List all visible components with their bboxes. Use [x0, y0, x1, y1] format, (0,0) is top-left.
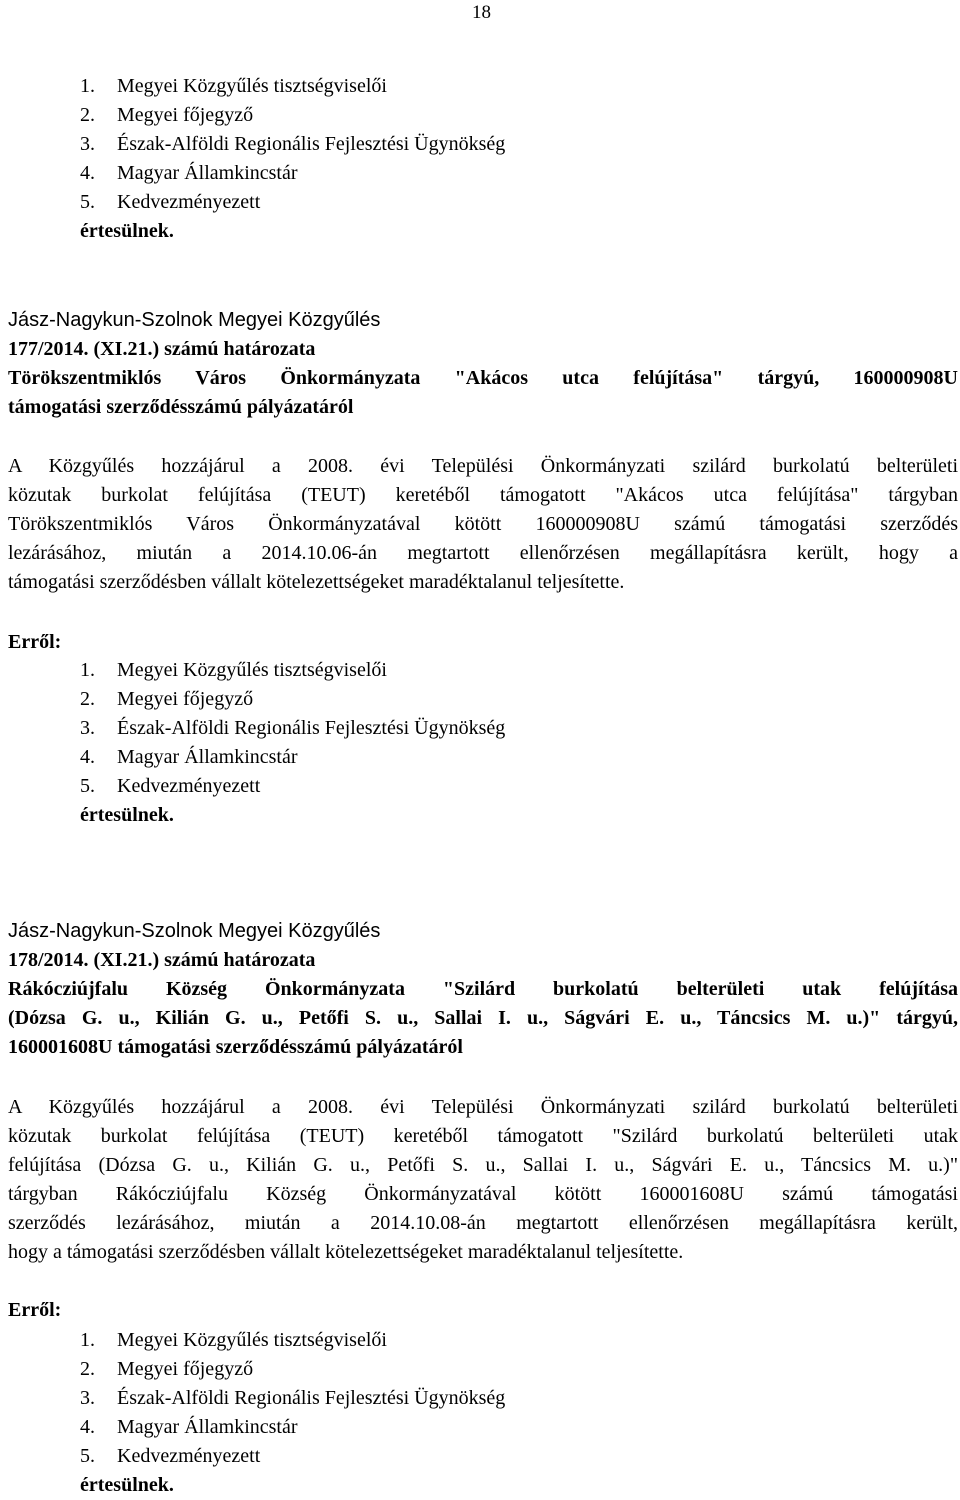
body-line: Törökszentmiklós Város Önkormányzatával kötött 160000908U számú támogatási szerződés: [8, 513, 958, 535]
issuing-body: Jász-Nagykun-Szolnok Megyei Közgyűlés: [8, 920, 381, 942]
list-item: 4. Magyar Államkincstár: [80, 1416, 298, 1438]
list-item: 2. Megyei főjegyző: [80, 688, 254, 710]
body-line: szerződés lezárásához, miután a 2014.10.08-án megtartott ellenőrzésen megállapításra került,: [8, 1212, 958, 1234]
list-item: 2. Megyei főjegyző: [80, 104, 254, 126]
distribution-list-1: [80, 72, 505, 246]
body-line: közutak burkolat felújítása (TEUT) keretéből támogatott "Akácos utca felújítása" tárgyban: [8, 484, 958, 506]
list-item: 4. Magyar Államkincstár: [80, 746, 298, 768]
list-item: 4. Magyar Államkincstár: [80, 162, 298, 184]
body-line: felújítása (Dózsa G. u., Kilián G. u., Petőfi S. u., Sallai I. u., Ságvári E. u., Táncsics M. u.)": [8, 1154, 958, 1176]
resolution-177: [8, 306, 958, 422]
resolution-title-line: 160001608U támogatási szerződésszámú pályázatáról: [8, 1036, 463, 1058]
body-line: közutak burkolat felújítása (TEUT) keretéből támogatott "Szilárd burkolatú belterületi utak: [8, 1125, 958, 1147]
distribution-list-3: [80, 1326, 505, 1500]
list-item: 5. Kedvezményezett: [80, 191, 261, 213]
list-item: 1. Megyei Közgyűlés tisztségviselői: [80, 1329, 387, 1351]
issuing-body: Jász-Nagykun-Szolnok Megyei Közgyűlés: [8, 309, 381, 331]
body-line: támogatási szerződésben vállalt kötelezettségeket maradéktalanul teljesítette.: [8, 571, 625, 593]
body-line: hogy a támogatási szerződésben vállalt kötelezettségeket maradéktalanul teljesítette.: [8, 1241, 684, 1263]
body-line: lezárásához, miután a 2014.10.06-án megtartott ellenőrzésen megállapításra került, hogy a: [8, 542, 958, 564]
resolution-178: [8, 917, 958, 1062]
closing-text: értesülnek.: [80, 220, 174, 242]
body-line: tárgyban Rákócziújfalu Község Önkormányzatával kötött 160001608U számú támogatási: [8, 1183, 958, 1205]
body-line: A Közgyűlés hozzájárul a 2008. évi Települési Önkormányzati szilárd burkolatú belterületi: [8, 1096, 958, 1118]
resolution-177-body: [8, 452, 958, 597]
list-item: 5. Kedvezményezett: [80, 775, 261, 797]
page-number: 18: [472, 2, 491, 23]
resolution-title-line: támogatási szerződésszámú pályázatáról: [8, 396, 354, 418]
list-item: 2. Megyei főjegyző: [80, 1358, 254, 1380]
list-item: 1. Megyei Közgyűlés tisztségviselői: [80, 659, 387, 681]
body-line: A Közgyűlés hozzájárul a 2008. évi Települési Önkormányzati szilárd burkolatú belterületi: [8, 455, 958, 477]
errol-label: Erről:: [8, 631, 62, 653]
closing-text: értesülnek.: [80, 1474, 174, 1496]
resolution-title-line: Törökszentmiklós Város Önkormányzata "Akácos utca felújítása" tárgyú, 160000908U: [8, 367, 958, 389]
resolution-number: 177/2014. (XI.21.) számú határozata: [8, 338, 316, 360]
resolution-number: 178/2014. (XI.21.) számú határozata: [8, 949, 316, 971]
list-item: 5. Kedvezményezett: [80, 1445, 261, 1467]
resolution-178-body: [8, 1093, 958, 1267]
distribution-list-2: [80, 656, 505, 830]
errol-label: Erről:: [8, 1299, 62, 1321]
list-item: 3. Észak-Alföldi Regionális Fejlesztési Ügynökség: [80, 133, 506, 155]
list-item: 3. Észak-Alföldi Regionális Fejlesztési Ügynökség: [80, 717, 506, 739]
resolution-title-line: (Dózsa G. u., Kilián G. u., Petőfi S. u., Sallai I. u., Ságvári E. u., Táncsics M. u.)" tárgyú,: [8, 1007, 958, 1029]
list-item: 3. Észak-Alföldi Regionális Fejlesztési Ügynökség: [80, 1387, 506, 1409]
resolution-title-line: Rákócziújfalu Község Önkormányzata "Szilárd burkolatú belterületi utak felújítása: [8, 978, 958, 1000]
list-item: 1. Megyei Közgyűlés tisztségviselői: [80, 75, 387, 97]
closing-text: értesülnek.: [80, 804, 174, 826]
